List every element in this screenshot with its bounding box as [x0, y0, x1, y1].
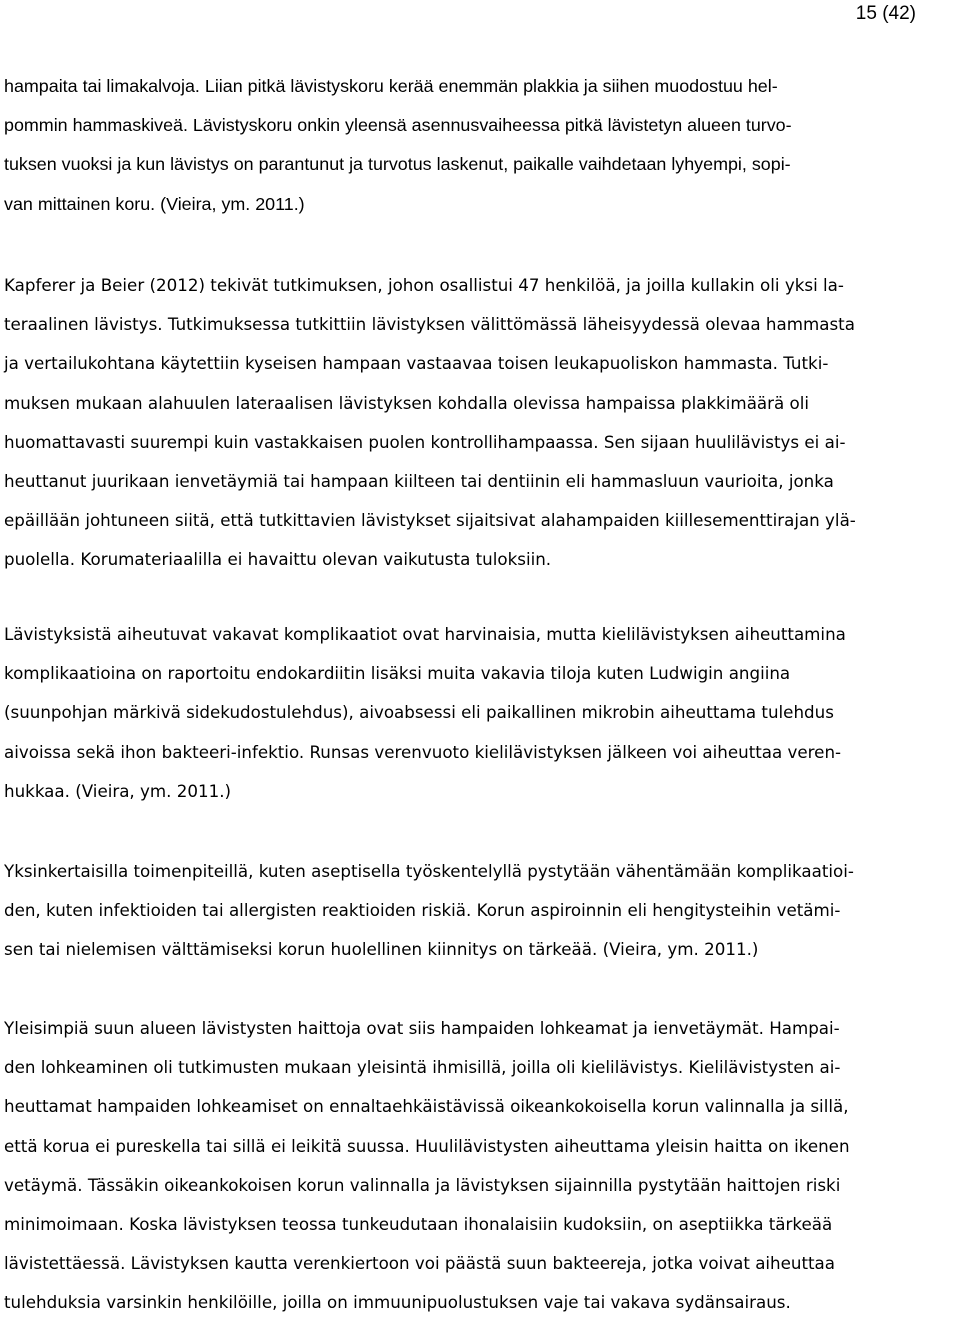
text-line: heuttanut juurikaan ienvetäymiä tai hampaan kiilteen tai dentiinin eli hammasluun vaurioita, jonka [4, 470, 834, 491]
page-number: 15 (42) [855, 3, 916, 24]
paragraph [4, 1009, 956, 1323]
text-line: vetäymä. Tässäkin oikeankokoisen korun valinnalla ja lävistyksen sijainnilla pystytään haittojen riski [4, 1174, 841, 1195]
text-line: tulehduksia varsinkin henkilöille, joilla on immuunipuolustuksen vaje tai vakava sydänsairaus. [4, 1292, 791, 1313]
text-line: muksen mukaan alahuulen lateraalisen lävistyksen kohdalla olevissa hampaissa plakkimäärä oli [4, 392, 810, 413]
text-line: tuksen vuoksi ja kun lävistys on parantunut ja turvotus laskenut, paikalle vaihdetaan lyhyempi, sopi- [4, 154, 791, 175]
paragraph [4, 266, 956, 580]
text-line: komplikaatioina on raportoitu endokardiitin lisäksi muita vakavia tiloja kuten Ludwigin angiina [4, 663, 791, 684]
text-line: Lävistyksistä aiheutuvat vakavat komplikaatiot ovat harvinaisia, mutta kielilävistyksen aiheuttamina [4, 624, 846, 644]
text-line: epäillään johtuneen siitä, että tutkittavien lävistykset sijaitsivat alahampaiden kiillesementtirajan ylä- [4, 510, 856, 531]
text-line: aivoissa sekä ihon bakteeri-infektio. Runsas verenvuoto kielilävistyksen jälkeen voi aiheuttaa veren- [4, 741, 842, 762]
text-line: den lohkeaminen oli tutkimusten mukaan yleisintä ihmisillä, joilla oli kielilävistys. Kielilävistysten ai- [4, 1057, 841, 1078]
text-line: hampaita tai limakalvoja. Liian pitkä lävistyskoru kerää enemmän plakkia ja siihen muodostuu hel- [4, 76, 778, 96]
text-line: puolella. Korumateriaalilla ei havaittu olevan vaikutusta tuloksiin. [4, 549, 552, 570]
paragraph [4, 852, 956, 970]
text-line: Yksinkertaisilla toimenpiteillä, kuten aseptisella työskentelyllä pystytään vähentämään komplikaatioi- [4, 861, 854, 881]
text-line: Kapferer ja Beier (2012) tekivät tutkimuksen, johon osallistui 47 henkilöä, ja joilla kullakin oli yksi la- [4, 275, 844, 295]
text-line: huomattavasti suurempi kuin vastakkaisen puolen kontrollihampaassa. Sen sijaan huulilävistys ei ai- [4, 431, 846, 452]
text-line: ja vertailukohtana käytettiin kyseisen hampaan vastaavaa toisen leukapuoliskon hammasta. Tutki- [4, 353, 829, 374]
text-line: lävistettäessä. Lävistyksen kautta verenkiertoon voi päästä suun bakteereja, jotka voivat aiheuttaa [4, 1253, 836, 1274]
text-line: den, kuten infektioiden tai allergisten reaktioiden riskiä. Korun aspiroinnin eli hengitysteihin vetämi- [4, 900, 841, 921]
text-line: pommin hammaskiveä. Lävistyskoru onkin yleensä asennusvaiheessa pitkä lävistetyn alueen turvo- [4, 115, 792, 136]
text-line: minimoimaan. Koska lävistyksen teossa tunkeudutaan ihonalaisiin kudoksiin, on aseptiikka tärkeää [4, 1213, 833, 1234]
text-line: Yleisimpiä suun alueen lävistysten haittoja ovat siis hampaiden lohkeamat ja ienvetäymät. Hampai- [4, 1018, 840, 1038]
text-line: että korua ei pureskella tai sillä ei leikitä suussa. Huulilävistysten aiheuttama yleisin haitta on ikenen [4, 1135, 850, 1156]
text-line: van mittainen koru. (Vieira, ym. 2011.) [4, 193, 305, 214]
paragraph [4, 67, 956, 224]
paragraph [4, 615, 956, 811]
text-line: sen tai nielemisen välttämiseksi korun huolellinen kiinnitys on tärkeää. (Vieira, ym. 2011.) [4, 939, 759, 960]
text-line: heuttamat hampaiden lohkeamiset on ennaltaehkäistävissä oikeankokoisella korun valinnalla ja sillä, [4, 1096, 849, 1117]
text-line: (suunpohjan märkivä sidekudostulehdus), aivoabsessi eli paikallinen mikrobin aiheuttama tulehdus [4, 702, 834, 723]
text-line: hukkaa. (Vieira, ym. 2011.) [4, 780, 232, 801]
text-line: teraalinen lävistys. Tutkimuksessa tutkittiin lävistyksen välittömässä läheisyydessä olevaa hammasta [4, 314, 855, 335]
